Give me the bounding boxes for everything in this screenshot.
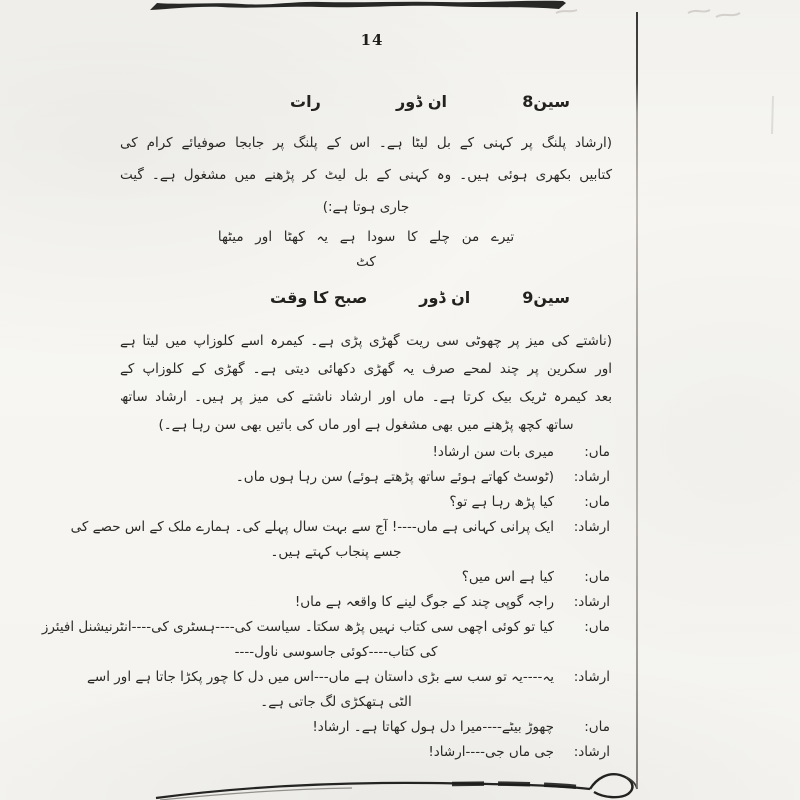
dialogue-text [70,515,554,565]
speaker-label: ماں: [584,619,610,635]
dialogue-row [118,490,610,515]
cut-marker: کٹ [356,254,376,270]
dialogue-row [41,615,610,665]
scan-right-edge [636,12,638,789]
dialogue-text [118,590,554,615]
speaker-label: ارشاد: [573,519,610,535]
direction-line: (ناشتے کی میز پر چھوٹی سی ریت گھڑی پڑی ہے۔ کیمرہ اسے کلوزاپ میں لیتا ہے [120,333,612,349]
dialogue-continuation: جسے پنجاب کہتے ہیں۔ [270,544,402,560]
page-number: 14 [360,31,384,49]
scene9-number: سین9 [522,288,570,307]
dialogue-row [118,740,610,765]
scan-top-smudge [556,10,740,17]
page-curl-shadow [156,783,590,798]
dialogue-line: راجہ گوپی چند کے جوگ لینے کا واقعہ ہے ماں! [294,594,554,610]
speaker-label: ماں: [584,719,610,735]
dialogue-continuation: کی کتاب----کوئی جاسوسی ناول---- [234,644,438,660]
speaker-label: ارشاد: [573,669,610,685]
direction-line: جاری ہوتا ہے:) [322,199,410,215]
dialogue-row [70,515,610,565]
speaker-label: ماں: [584,494,610,510]
scan-top-edge [150,1,566,10]
dialogue-row [118,465,610,490]
dialogue-text [118,565,554,590]
speaker-label: ارشاد: [573,744,610,760]
speaker-label: ماں: [584,444,610,460]
dialogue-text [118,740,554,765]
speaker-label: ارشاد: [573,594,610,610]
scene9-stage-direction [120,327,612,439]
dialogue-line: (ٹوسٹ کھاتے ہوئے ساتھ پڑھتے ہوئے) سن رہا ہوں ماں۔ [235,469,554,485]
dialogue-continuation: الٹی ہتھکڑی لگ جاتی ہے۔ [260,694,412,710]
scan-side-streak [772,96,773,134]
dialogue-line: کیا تو کوئی اچھی سی کتاب نہیں پڑھ سکتا۔ سیاست کی----ہسٹری کی----انٹرنیشنل افیئرز [41,619,554,635]
scene9-heading [270,288,570,307]
page-curl-echo [160,788,352,800]
dialogue-line: یہ----یہ تو سب سے بڑی داستان ہے ماں---اس میں دل کا چور پکڑا جاتا ہے اور اسے [87,669,554,685]
page-curl-hook [590,774,632,797]
speaker-label: ماں: [584,569,610,585]
dialogue-line: چھوڑ بیٹے----میرا دل ہول کھاتا ہے۔ ارشاد! [312,719,554,735]
direction-line: ساتھ کچھ پڑھنے میں بھی مشغول ہے اور ماں کی باتیں بھی سن رہا ہے۔) [158,417,574,433]
dialogue-line: میری بات سن ارشاد! [432,444,554,460]
dialogue-text [118,465,554,490]
scene9-location: ان ڈور [419,288,471,307]
scene8-stage-direction [120,127,612,223]
direction-line: (ارشاد پلنگ پر کہنی کے بل لیٹا ہے۔ اس کے پلنگ پر جابجا صوفیائے کرام کی [120,135,612,151]
direction-line: بعد کیمرہ ٹریک بیک کرتا ہے۔ ماں اور ارشاد ناشتے کی میز پر ہیں۔ ارشاد ساتھ [120,389,612,405]
dialogue-text [87,665,554,715]
dialogue-row [118,565,610,590]
scene8-location: ان ڈور [395,92,447,111]
dialogue-line: جی ماں جی----ارشاد! [428,744,554,760]
dialogue-line: ایک پرانی کہانی ہے ماں----! آج سے بہت سال پہلے کی۔ ہمارے ملک کے اس حصے کی [70,519,554,535]
scene8-number: سین8 [522,92,570,111]
dialogue-row [118,440,610,465]
speaker-label: ارشاد: [573,469,610,485]
dialogue-text [118,490,554,515]
dialogue-line: کیا پڑھ رہا ہے تو؟ [449,494,554,510]
dialogue-row [87,665,610,715]
scene9-time: صبح کا وقت [270,288,368,307]
direction-line: کتابیں بکھری ہوئی ہیں۔ وہ کہنی کے بل لیٹ کر پڑھنے میں مشغول ہے۔ گیت [120,167,612,183]
scene8-heading [290,92,570,111]
dialogue-text [41,615,554,665]
dialogue-text [118,715,554,740]
dialogue-row [118,715,610,740]
dialogue-text [118,440,554,465]
page-curl-dark-segment [452,784,588,788]
dialogue-list [41,440,610,765]
song-line: تیرے من چلے کا سودا ہے یہ کھٹا اور میٹھا [217,229,515,245]
dialogue-line: کیا ہے اس میں؟ [461,569,554,585]
dialogue-row [118,590,610,615]
direction-line: اور سکرین پر چند لمحے صرف یہ گھڑی دکھائی دیتی ہے۔ گھڑی کے کلوزاپ کے [120,361,612,377]
scene8-time: رات [290,92,321,111]
